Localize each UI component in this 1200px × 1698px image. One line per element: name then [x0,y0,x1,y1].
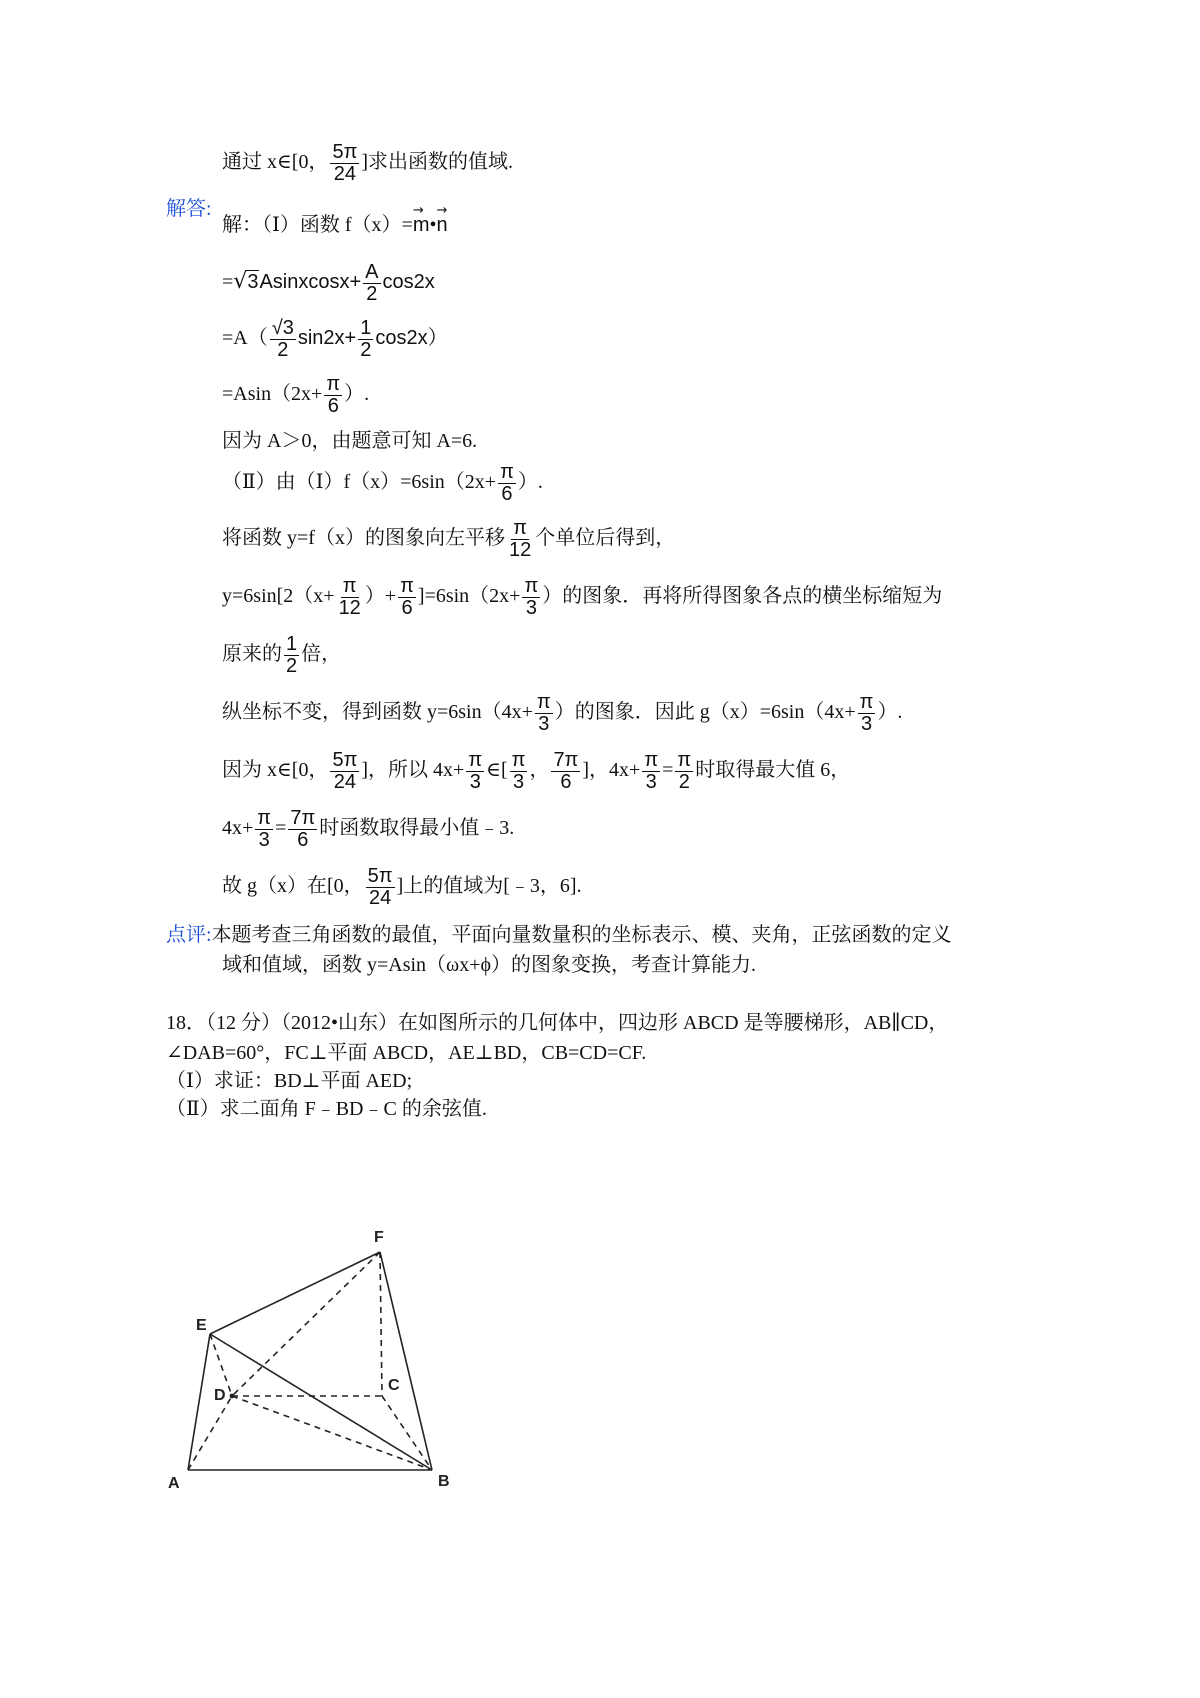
fraction: $\frac{1}{2}$ [360,317,372,361]
fraction: $\frac{\pi}{3}$ [644,749,659,793]
edge-DB [232,1396,432,1470]
label-B: B [438,1473,450,1490]
problem18-line-1: 18．（12 分）（2012•山东）在如图所示的几何体中，四边形 ABCD 是等腰梯形，AB∥CD， [166,1012,949,1034]
analysis-line: 通过 x∈[0， $\frac{5\pi}{24}$ ]求出函数的值域. [222,141,514,185]
solution-line-9: 原来的 $\frac{1}{2}$ 倍， [222,633,342,677]
solution-line-11: 因为 x∈[0， $\frac{5\pi}{24}$ ]，所以 4x+ $\frac{\pi}{3}$ ∈[ $\frac{\pi}{3}$ ， $\frac{7\pi}{6}$ ]，4x+ $\frac{\pi}{3}$ = $\frac{\pi}{2}$ 时取得最大值 6， [222,749,851,793]
solution-line-10: 纵坐标不变，得到函数 y=6sin（4x+ $\frac{\pi}{3}$ ）的图象．因此 g（x）=6sin（4x+ $\frac{\pi}{3}$ ）. [222,691,903,735]
fraction: $\frac{\pi}{3}$ [536,691,551,735]
fraction: $\frac{\pi}{6}$ [326,373,341,417]
fraction: $\frac{1}{2}$ [286,633,298,677]
solution-line-8: y=6sin[2（x+ $\frac{\pi}{12}$ ）+ $\frac{\pi}{6}$ ]=6sin（2x+ $\frac{\pi}{3}$ ）的图象．再将所得图象各点的横坐标缩短为 [222,575,943,619]
solution-line-6: （Ⅱ）由（Ⅰ）f（x）=6sin（2x+ $\frac{\pi}{6}$ ）. [222,461,543,505]
edge-EB [210,1334,432,1470]
geometry-diagram [160,1230,460,1490]
fraction: $\frac{\pi}{6}$ [500,461,514,505]
geometry-figure [160,1230,460,1495]
solution-line-4: =Asin（2x+ $\frac{\pi}{6}$ ）. [222,373,370,417]
edge-FC [380,1252,382,1396]
vector-n: → n [437,214,448,236]
fraction: $\frac{\pi}{3}$ [468,749,483,793]
fraction: $\frac{\pi}{2}$ [677,749,692,793]
fraction: $\frac{\pi}{3}$ [257,807,272,851]
comment-label: 点评: [166,924,212,946]
solution-line-1: 解：（Ⅰ）函数 f（x）=→ m•→ n [222,214,448,236]
label-C: C [388,1377,400,1394]
label-F: F [374,1230,384,1246]
fraction: $\frac{7\pi}{6}$ [290,807,316,851]
edge-EA [188,1334,210,1470]
fraction: $\frac{5\pi}{24}$ [332,141,358,185]
fraction: $\frac{\pi}{6}$ [400,575,414,619]
label-E: E [196,1317,207,1334]
fraction: $\frac{√3}{2}$ [271,317,294,361]
fraction: $\frac{\pi}{12}$ [508,517,532,561]
solution-label: 解答: [166,198,212,220]
solution-line-12: 4x+ $\frac{\pi}{3}$ = $\frac{7\pi}{6}$ 时函数取得最小值﹣3. [222,807,515,851]
problem18-line-4: （Ⅱ）求二面角 F﹣BD﹣C 的余弦值. [166,1098,487,1120]
fraction: $\frac{\pi}{12}$ [338,575,361,619]
comment-line-1: 点评:本题考查三角函数的最值，平面向量数量积的坐标表示、模、夹角，正弦函数的定义 [166,924,952,946]
sqrt-3: 3 [247,271,259,294]
label-D: D [214,1387,226,1404]
comment-line-2: 域和值域，函数 y=Asin（ωx+ϕ）的图象变换，考查计算能力. [222,954,757,976]
edge-FD [232,1252,380,1396]
fraction: $\frac{A}{2}$ [365,261,379,305]
solution-line-5: 因为 A＞0，由题意可知 A=6. [222,430,478,452]
fraction: $\frac{7\pi}{6}$ [553,749,579,793]
fraction: $\frac{\pi}{3}$ [524,575,539,619]
edge-EF [210,1252,380,1334]
solution-line-13: 故 g（x）在[0， $\frac{5\pi}{24}$ ]上的值域为[﹣3，6]. [222,865,582,909]
fraction: $\frac{5\pi}{24}$ [332,749,358,793]
edge-CB [382,1396,432,1470]
vector-m: → m [413,214,430,236]
problem18-line-3: （Ⅰ）求证：BD⊥平面 AED; [166,1070,413,1092]
label-A: A [168,1475,180,1490]
solution-line-7: 将函数 y=f（x）的图象向左平移 $\frac{\pi}{12}$ 个单位后得到， [222,517,676,561]
fraction: $\frac{\pi}{3}$ [859,691,874,735]
fraction: $\frac{\pi}{3}$ [511,749,526,793]
problem18-line-2: ∠DAB=60°，FC⊥平面 ABCD，AE⊥BD，CB=CD=CF. [166,1042,647,1064]
solution-line-2: =√3Asinxcosx+ $\frac{A}{2}$ cos2x [222,261,435,305]
solution-line-3: =A（ $\frac{√3}{2}$ sin2x+ $\frac{1}{2}$ cos2x） [222,317,448,361]
fraction: $\frac{5\pi}{24}$ [367,865,393,909]
edge-FB [380,1252,432,1470]
